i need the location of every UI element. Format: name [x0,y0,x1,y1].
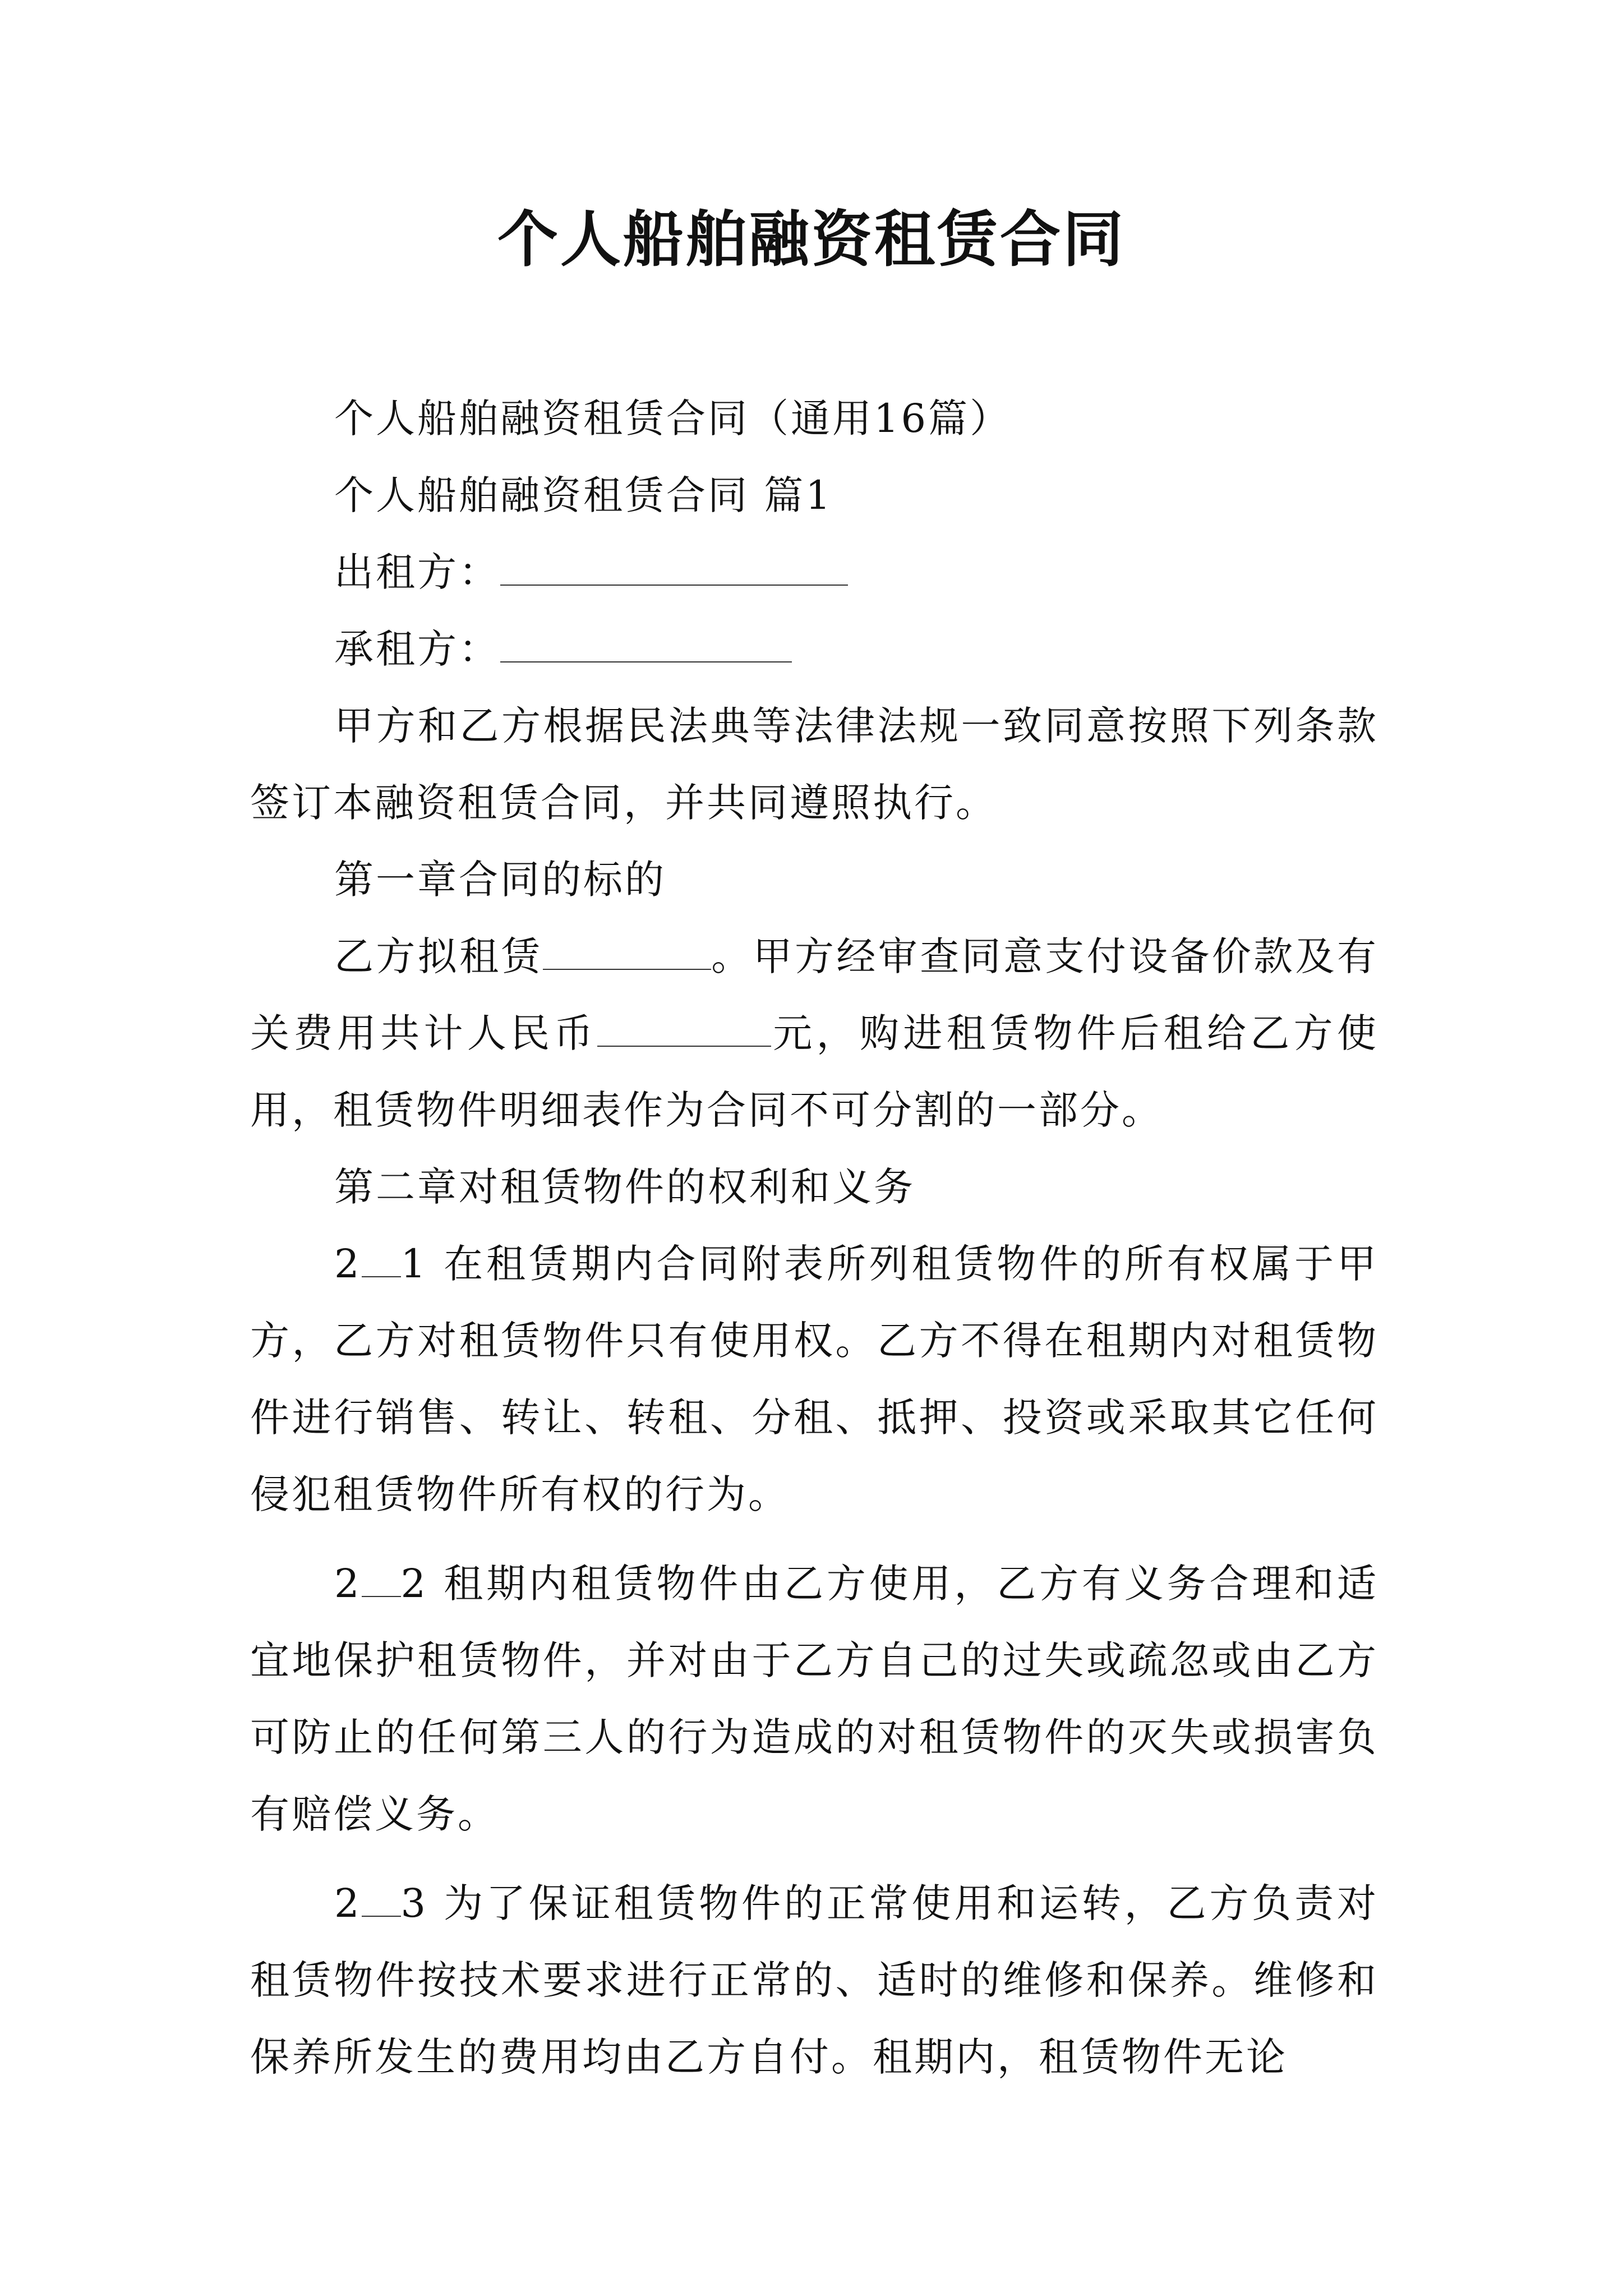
clause-2-1-underscore [362,1244,401,1277]
clause-2-3-underscore [362,1883,401,1917]
document-title: 个人船舶融资租赁合同 [497,204,1126,275]
clause-2-3 [250,1865,1378,2096]
lessee-blank [500,629,792,662]
clause-2-1-num-a: 2 [334,1241,362,1287]
lessee-line [250,611,1378,688]
chapter-1-text-a: 乙方拟租赁 [334,933,543,979]
clause-2-2-num-b: 2 [400,1561,428,1607]
part-heading: 个人船舶融资租赁合同 篇1 [334,472,833,518]
clause-2-2-underscore [362,1563,401,1597]
chapter-1-paragraph [250,918,1378,1149]
clause-2-2-text: 租期内租赁物件由乙方使用，乙方有义务合理和适宜地保护租赁物件，并对由于乙方自己的过失或疏忽或由乙方可防止的任何第三人的行为造成的对租赁物件的灭失或损害负有赔偿义务。 [250,1561,1378,1837]
clause-2-3-text: 为了保证租赁物件的正常使用和运转，乙方负责对租赁物件按技术要求进行正常的、适时的维修和保养。维修和保养所发生的费用均由乙方自付。租期内，租赁物件无论 [250,1880,1378,2080]
intro-paragraph: 甲方和乙方根据民法典等法律法规一致同意按照下列条款签订本融资租赁合同，并共同遵照执行。 [250,703,1378,826]
amount-blank [597,1013,771,1047]
clause-2-3-num-a: 2 [334,1880,362,1926]
clause-2-2-num-a: 2 [334,1561,362,1607]
leased-item-blank [543,936,711,970]
clause-2-1-num-b: 1 [400,1241,428,1287]
lessee-label: 承租方： [334,626,500,672]
chapter-1-text-c: 元，购进租赁物件后租给乙方使用，租赁物件明细表作为合同不可分割的一部分。 [250,1010,1379,1133]
lessor-line [250,534,1378,611]
document-body [250,380,1378,2096]
chapter-2-heading: 第二章对租赁物件的权利和义务 [334,1164,915,1210]
clause-2-2 [250,1545,1378,1853]
lessor-label: 出租方： [334,549,500,595]
subtitle: 个人船舶融资租赁合同（通用16篇） [334,395,1012,441]
chapter-1-text-b: 。甲方经审查同意支付设备价款及有关费用共计人民币 [250,933,1379,1056]
lessor-blank [500,552,848,586]
clause-2-3-num-b: 3 [400,1880,428,1926]
chapter-1-heading: 第一章合同的标的 [334,857,666,903]
clause-2-1-text: 在租赁期内合同附表所列租赁物件的所有权属于甲方，乙方对租赁物件只有使用权。乙方不得在租期内对租赁物件进行销售、转让、转租、分租、抵押、投资或采取其它任何侵犯租赁物件所有权的行为。 [250,1241,1378,1517]
clause-2-1 [250,1226,1378,1533]
